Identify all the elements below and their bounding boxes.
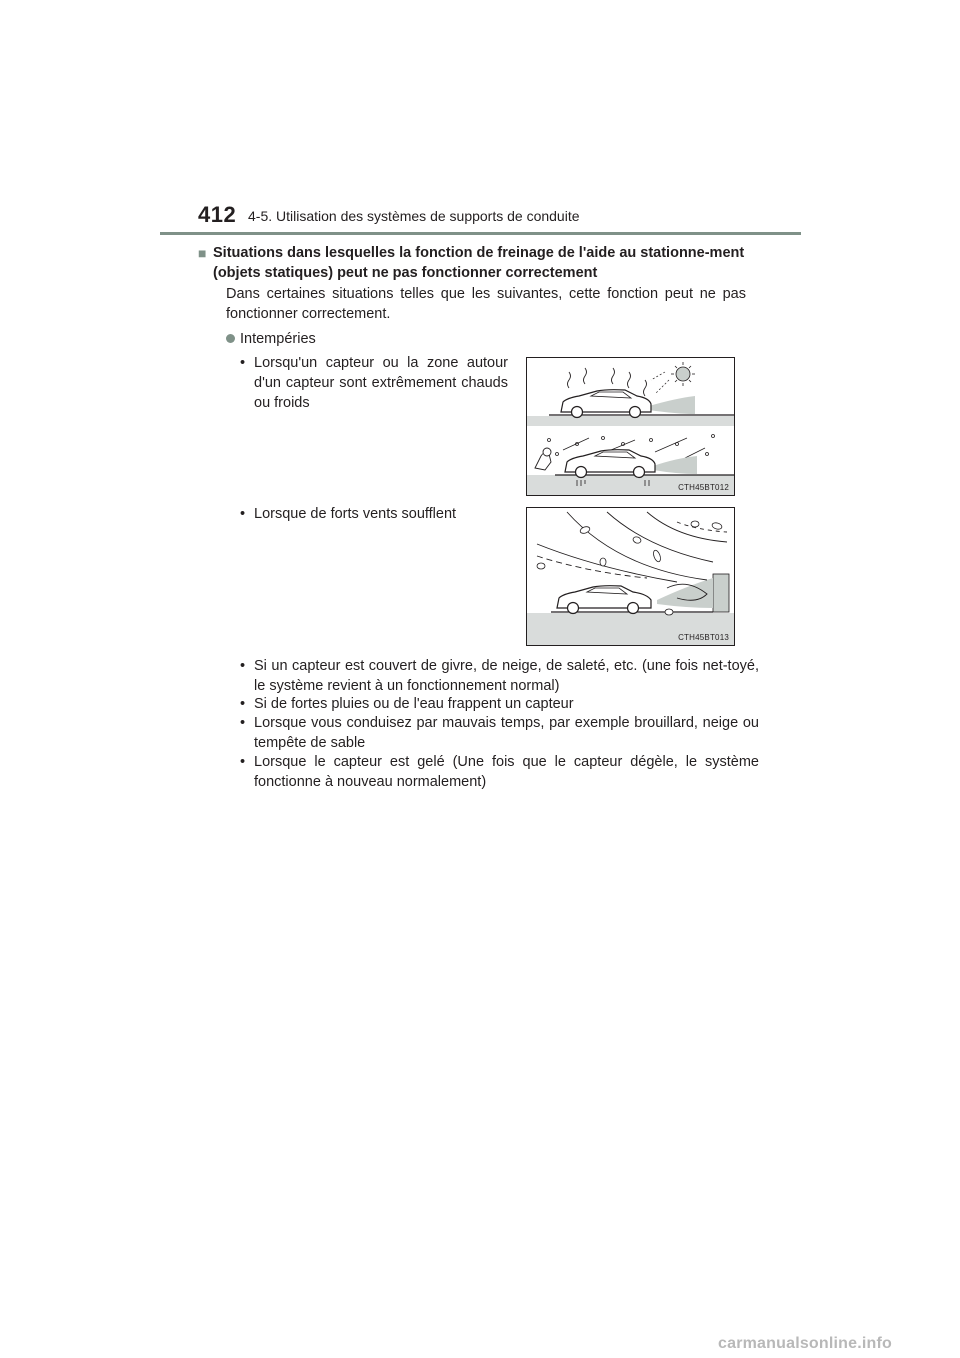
bullet-text: Lorsque le capteur est gelé (Une fois que le capteur dégèle, le système fonctionne à nouveau normalement) [254,754,759,790]
bullet-text: Si de fortes pluies ou de l'eau frappent un capteur [254,696,574,712]
bullet-dot: • [240,754,246,770]
header-rule [160,232,801,235]
section-heading [198,243,758,283]
bullet-item [240,694,759,714]
figure-hot-cold [526,357,735,496]
heading-marker-icon: ■ [198,245,207,261]
bullet-dot: • [240,696,246,712]
circle-bullet-icon [226,334,235,343]
bullet-item [240,656,759,696]
bullet-item [240,504,508,524]
bullet-item [240,713,759,753]
bullet-dot: • [240,506,246,522]
bullet-text: Lorsque vous conduisez par mauvais temps, par exemple brouillard, neige ou tempête de sable [254,715,759,751]
bullet-text: Lorsqu'un capteur ou la zone autour d'un capteur sont extrêmement chauds ou froids [254,355,508,411]
category-label: Intempéries [240,331,316,347]
bullet-text: Si un capteur est couvert de givre, de neige, de saleté, etc. (une fois net-toyé, le système revient à un fonctionnement normal) [254,658,759,694]
bullet-item [240,353,508,413]
figure-code: CTH45BT012 [678,483,729,492]
figure-strong-wind [526,507,735,646]
category-item [226,329,316,349]
bullet-dot: • [240,658,246,674]
figure-code: CTH45BT013 [678,633,729,642]
section-title: 4-5. Utilisation des systèmes de supports de conduite [248,208,580,224]
bullet-dot: • [240,715,246,731]
bullet-item [240,752,759,792]
bullet-text: Lorsque de forts vents soufflent [254,506,457,522]
bullet-dot: • [240,355,246,371]
watermark: carmanualsonline.info [718,1335,893,1352]
page-number: 412 [198,202,237,227]
intro-paragraph: Dans certaines situations telles que les suivantes, cette fonction peut ne pas fonctionner correctement. [226,286,746,322]
heading-text: Situations dans lesquelles la fonction de freinage de l'aide au stationne-ment (objets statiques) peut ne pas fonctionner correctement [213,245,745,281]
